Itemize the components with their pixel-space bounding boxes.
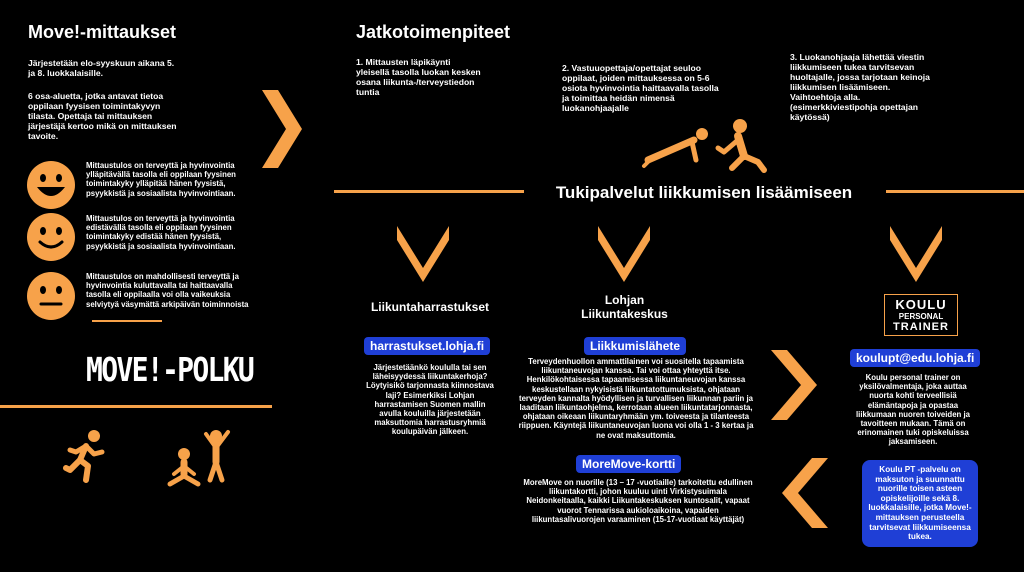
result-text-2: Mittaustulos on terveyttä ja hyvinvointia edistävällä tasolla eli oppilaan fyysinen toimintakyky edistää hänen fyysistä, psyykkistä ja sosiaalista hyvinvointiaan.	[86, 214, 236, 251]
neutral-face-icon	[26, 271, 76, 321]
chevron-down-icon	[397, 226, 449, 282]
koulu-pt-info-box: Koulu PT -palvelu on maksuton ja suunnattu nuorille toisen asteen opiskelijoille sekä 8. luokkalaisille, jotka Move!-mittauksen perusteella tarvitsevat liikkumiseensa tukea.	[862, 460, 978, 547]
measurements-title: Move!-mittaukset	[28, 22, 177, 42]
chevron-down-icon	[598, 226, 650, 282]
smiling-face-icon	[26, 212, 76, 262]
koulu-pt-logo-line-2: PERSONAL	[898, 312, 944, 321]
chevron-left-icon	[782, 458, 828, 528]
link-moremove[interactable]: MoreMove-kortti	[576, 455, 681, 473]
chevron-down-icon	[890, 226, 942, 282]
followup-step-1: 1. Mittausten läpikäynti yleisellä tasolla luokan kesken osana liikunta-/terveystiedon tuntia	[356, 57, 481, 97]
measurements-intro-areas: 6 osa-aluetta, jotka antavat tietoa oppilaan fyysisen toimintakyvyn tilasta. Opettaja tai mittauksen järjestäjä kertoo mikä on mittauksen tavoite.	[28, 91, 177, 141]
support-right-line	[886, 190, 1024, 193]
column-heading-sports-center: Lohjan Liikuntakeskus	[581, 293, 668, 321]
result-text-1: Mittaustulos on terveyttä ja hyvinvointia ylläpitävällä tasolla eli oppilaan fyysinen toimintakyky ylläpitää hänen fyysistä, psyykkistä ja sosiaalista hyvinvointiaan.	[86, 161, 236, 198]
chevron-right-icon	[771, 350, 817, 420]
column-heading-hobbies: Liikuntaharrastukset	[370, 300, 490, 314]
followup-step-3: 3. Luokanohjaaja lähettää viestin liikkumiseen tukea tarvitsevan huoltajalle, jossa tarjotaan keinoja liikkumisen lisäämiseen. Vaihtoehtoja alla. (esimerkkiviestipohja opettajan käytössä)	[790, 52, 930, 122]
divider	[92, 320, 162, 322]
exercise-people-icon	[640, 112, 780, 174]
hobbies-text: Järjestetäänkö koululla tai sen läheisyydessä liikuntakerhoja? Löytyisikö tarjonnasta kiinnostava laji? Esimerkiksi Lohjan harrastamisen Suomen mallin avulla kouluilla järjestetään maksuttomia harrastusryhmiä koulupäivän jälkeen.	[366, 363, 494, 437]
link-koulupt-email[interactable]: koulupt@edu.lohja.fi	[850, 349, 980, 367]
koulu-pt-logo-line-3: TRAINER	[893, 321, 949, 333]
support-title: Tukipalvelut liikkumisen lisäämiseen	[555, 183, 853, 202]
laughing-face-icon	[26, 160, 76, 210]
followup-title: Jatkotoimenpiteet	[356, 22, 511, 42]
koulu-pt-logo-line-1: KOULU	[895, 297, 947, 312]
koulu-pt-text: Koulu personal trainer on yksilövalmentaja, joka auttaa nuorta kohti terveellisiä elämäntapoja ja opastaa liikkumaan nuoren toiveiden ja tavoitteen mukaan. Tämä on erinomainen tuki opiskeluissa jaksamiseen.	[856, 373, 970, 447]
moremove-text: MoreMove on nuorille (13 – 17 -vuotiaille) tarkoitettu edullinen liikuntakortti, johon kuuluu uinti Virkistysuimala Neidonkeitaalla, kaikki Liikuntakeskuksen kuntosalit, vapaat vuorot Tennarissa aukioloaikoina, vapaiden liikuntasalivuorojen varaaminen (15-17-vuotiaat käyttäjät)	[523, 478, 753, 524]
measurements-intro-schedule: Järjestetään elo-syyskuun aikana 5. ja 8. luokkalaisille.	[28, 58, 175, 78]
koulu-pt-logo	[884, 294, 958, 336]
referral-text: Terveydenhuollon ammattilainen voi suositella tapaamista liikuntaneuvojan kanssa. Tai voi ottaa yhteyttä itse. Henkilökohtaisessa tapaamisessa liikuntaneuvojan kanssa keskustellaan nykyisistä liikuntatottumuksista, ohjataan terveyden kannalta hyödyllisen ja turvallisen liikunnan pariin ja laaditaan liikuntaohjelma, kerrotaan alueen liikuntatarjonnasta, ohjataan oikeaan liikuntaryhmään ym. toiveesta ja tilanteesta riippuen. Käyntejä liikuntaneuvojan luona voi olla 1 - 3 kertaa ja ne ovat maksuttomia.	[518, 357, 754, 440]
link-liikkumislahete[interactable]: Liikkumislähete	[584, 337, 686, 355]
chevron-right-icon	[262, 90, 302, 168]
support-left-line	[334, 190, 524, 193]
sitting-people-icon	[162, 428, 238, 490]
result-text-3: Mittaustulos on mahdollisesti terveyttä ja hyvinvointia kuluttavalla tai haittaavalla tasolla eli oppilaalla voi olla vaikeuksia selviytyä väsymättä arkipäivän toiminnoista	[86, 272, 249, 309]
move-polku-logo: MOVE!-POLKU	[86, 350, 254, 389]
running-person-icon	[60, 428, 116, 484]
followup-step-2: 2. Vastuuopettaja/opettajat seuloo oppilaat, joiden mittauksessa on 5-6 osiota hyvinvointia haittaavalla tasolla ja toimittaa heidän nimensä luokanohjaajalle	[562, 63, 719, 113]
left-divider	[0, 405, 272, 408]
link-harrastukset[interactable]: harrastukset.lohja.fi	[364, 337, 490, 355]
